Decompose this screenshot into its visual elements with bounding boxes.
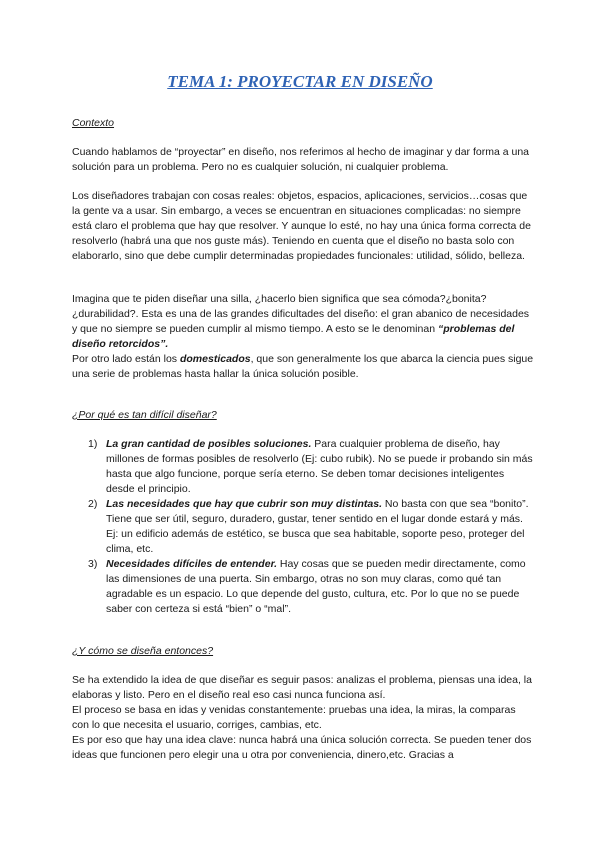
list-item-number: 2) [88, 498, 98, 510]
como-p1-text: Se ha extendido la idea de que diseñar es seguir pasos: analizas el problema, piensas una idea, la elaboras y listo. Pero en el diseño real eso casi nunca funciona así. [72, 674, 532, 701]
section-heading-dificil: ¿Por qué es tan difícil diseñar? [72, 409, 217, 421]
contexto-paragraph-1 [72, 145, 534, 175]
list-item-number: 1) [88, 438, 98, 450]
list-item-bold: Necesidades difíciles de entender. [106, 558, 277, 570]
list-item-bold: Las necesidades que hay que cubrir son muy distintas. [106, 498, 382, 510]
contexto-p4-post: , que son generalmente los que abarca la ciencia pues sigue una serie de problemas hasta hallar la única solución posible. [72, 353, 534, 380]
contexto-paragraph-3 [72, 292, 534, 382]
contexto-paragraph-2 [72, 189, 534, 264]
list-item-text: Para cualquier problema de diseño, hay millones de formas posibles de resolverlo (Ej: cubo rubik). No se puede ir probando sin más hasta que algo funcione, porque sería eterno. Se deben tomar decisiones inteligentes desde el principio. [106, 438, 533, 495]
contexto-p3-text: Imagina que te piden diseñar una silla, ¿hacerlo bien significa que sea cómoda?¿bonita?¿durabilidad?. Esta es una de las grandes dificultades del diseño: el gran abanico de necesidades y que no siempre se pueden cumplir al mismo tiempo. A esto se le denominan [72, 293, 530, 335]
section-heading-contexto: Contexto [72, 117, 115, 129]
contexto-p3-emphasis: “problemas del diseño retorcidos”. [72, 323, 515, 350]
contexto-p1-text: Cuando hablamos de “proyectar” en diseño, nos referimos al hecho de imaginar y dar forma a una solución para un problema. Pero no es cualquier solución, ni cualquier problema. [72, 146, 530, 173]
list-item-number: 3) [88, 558, 98, 570]
como-p3-text: Es por eso que hay una idea clave: nunca habrá una única solución correcta. Se pueden tener dos ideas que funcionen pero elegir una u otra por conveniencia, dinero,etc. Gracias a [72, 734, 532, 761]
list-item-text: No basta con que sea “bonito”. Tiene que ser útil, seguro, duradero, gustar, tener sentido en el lugar donde estará y más. Ej: un edificio además de estético, se busca que sea habitable, soporte peso, proteger del clima, etc. [106, 498, 529, 555]
list-item-text: Hay cosas que se pueden medir directamente, como las dimensiones de una puerta. Sin embargo, otras no son muy claras, como qué tan agradable es un espacio. Lo que depende del gusto, cultura, etc. Por lo que no se puede saber con certeza si está “bien” o “mal”. [106, 558, 526, 615]
list-item [72, 497, 534, 557]
list-item [72, 437, 534, 497]
list-item-bold: La gran cantidad de posibles soluciones. [106, 438, 312, 450]
section-heading-como: ¿Y cómo se diseña entonces? [72, 645, 214, 657]
contexto-p4-pre: Por otro lado están los [72, 353, 180, 365]
como-p2-text: El proceso se basa en idas y venidas constantemente: pruebas una idea, la miras, la comparas con lo que necesita el usuario, corriges, cambias, etc. [72, 704, 516, 731]
document-title: TEMA 1: PROYECTAR EN DISEÑO [167, 72, 433, 91]
contexto-p4-emphasis: domesticados [179, 353, 251, 365]
como-paragraphs [72, 673, 534, 763]
list-item [72, 557, 534, 617]
difficulty-list [72, 437, 534, 617]
contexto-p2-text: Los diseñadores trabajan con cosas reales: objetos, espacios, aplicaciones, servicios…cosas que la gente va a usar. Sin embargo, a veces se encuentran en situaciones complicadas: no siempre está claro el problema que hay que resolver. Y aunque lo esté, no hay una única forma correcta de resolverlo (habrá una que nos guste más). Teniendo en cuenta que el diseño no basta solo con elaborarlo, sino que debe cumplir determinadas propiedades funcionales: utilidad, sólido, belleza. [72, 190, 531, 262]
